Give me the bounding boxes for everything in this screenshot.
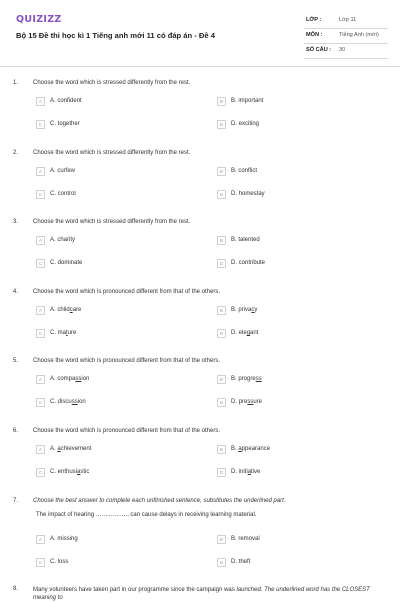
question-number: 4. xyxy=(13,289,19,295)
option-word-start: ma xyxy=(57,330,67,336)
meta-row-class xyxy=(304,14,388,29)
option-text xyxy=(231,98,263,104)
meta-value: Lớp 11 xyxy=(339,17,357,23)
option-underlined-part: t xyxy=(66,330,68,336)
option-text xyxy=(231,191,265,197)
meta-label: LỚP : xyxy=(306,17,322,23)
option-word-start: child xyxy=(57,307,70,313)
meta-value: 30 xyxy=(339,47,346,53)
meta-label: MÔN : xyxy=(306,32,323,38)
option-word-start: curfew xyxy=(57,168,76,174)
option-letter-box: A xyxy=(36,375,45,384)
option-letter-box: A xyxy=(36,306,45,315)
option-text xyxy=(50,376,89,382)
option-text xyxy=(231,376,262,382)
option-text xyxy=(50,98,82,104)
option-word-end: are xyxy=(72,307,82,313)
option-word-end: stic xyxy=(80,469,90,475)
question-prompt: Choose the word which is stressed differently from the rest. xyxy=(33,80,191,86)
option-letter-box: D xyxy=(217,329,226,338)
option-label: B. xyxy=(231,536,237,542)
option-word-end: tive xyxy=(251,469,261,475)
option-text xyxy=(231,559,250,565)
option-label: A. xyxy=(50,98,56,104)
option-text xyxy=(231,307,257,313)
option-letter-box: B xyxy=(217,445,226,454)
option-text xyxy=(231,446,270,452)
option-underlined-part: a xyxy=(238,446,242,452)
question-number: 5. xyxy=(13,358,19,364)
option-word-start: progre xyxy=(238,376,256,382)
option-underlined-part: ss xyxy=(255,376,262,382)
quizizz-logo: QUIZIZZ xyxy=(16,14,62,25)
option-label: D. xyxy=(231,330,237,336)
option-letter-box: A xyxy=(36,236,45,245)
sentence-start: The impact of hearing xyxy=(36,512,95,518)
option-text xyxy=(50,536,78,542)
option-word-start: compa xyxy=(57,376,76,382)
question-prompt: Choose the best answer to complete each unfinished sentence, substitutes the underlined part. xyxy=(33,498,286,504)
option-letter-box: A xyxy=(36,97,45,106)
question-number: 6. xyxy=(13,428,19,434)
option-word-end: ure xyxy=(253,399,263,405)
meta-label: SỐ CÂU : xyxy=(306,47,332,53)
option-label: D. xyxy=(231,121,237,127)
option-label: C. xyxy=(50,260,56,266)
option-word-start: important xyxy=(238,98,264,104)
option-label: A. xyxy=(50,237,56,243)
option-word-start: ele xyxy=(238,330,247,336)
option-label: C. xyxy=(50,559,56,565)
option-letter-box: C xyxy=(36,468,45,477)
option-letter-box: D xyxy=(217,190,226,199)
header-divider xyxy=(0,66,400,67)
option-underlined-part: ss xyxy=(247,399,254,405)
question-number: 2. xyxy=(13,150,19,156)
option-letter-box: C xyxy=(36,558,45,567)
option-label: D. xyxy=(231,469,237,475)
option-text xyxy=(231,237,260,243)
question-prompt: Choose the word which is pronounced different from that of the others. xyxy=(33,289,220,295)
option-underlined-part: ss xyxy=(71,399,78,405)
option-underlined-part: c xyxy=(69,307,73,313)
option-word-end: ppearance xyxy=(241,446,271,452)
option-text xyxy=(231,536,260,542)
option-text xyxy=(231,168,257,174)
option-label: D. xyxy=(231,399,237,405)
option-label: B. xyxy=(231,237,237,243)
question-number: 8. xyxy=(13,586,19,592)
option-word-start: missing xyxy=(57,536,78,542)
option-word-start: discu xyxy=(57,399,72,405)
option-letter-box: C xyxy=(36,120,45,129)
option-word-start: control xyxy=(57,191,76,197)
option-letter-box: C xyxy=(36,259,45,268)
option-label: A. xyxy=(50,168,56,174)
prompt-italic: launched. The underlined word has the CLOSEST meaning to xyxy=(33,587,370,601)
option-text xyxy=(50,399,86,405)
option-label: B. xyxy=(231,168,237,174)
option-letter-box: D xyxy=(217,558,226,567)
meta-row-subject xyxy=(304,29,388,44)
option-label: C. xyxy=(50,469,56,475)
option-text xyxy=(50,260,82,266)
option-word-start: homestay xyxy=(238,191,265,197)
option-letter-box: B xyxy=(217,375,226,384)
option-word-start: initi xyxy=(238,469,248,475)
option-letter-box: B xyxy=(217,236,226,245)
option-word-start: talented xyxy=(238,237,260,243)
question-number: 3. xyxy=(13,219,19,225)
option-text xyxy=(50,307,81,313)
option-text xyxy=(50,168,75,174)
option-letter-box: D xyxy=(217,259,226,268)
option-word-end: chievement xyxy=(60,446,92,452)
prompt-start: Many volunteers have taken part in our programme since the campaign was xyxy=(33,587,237,593)
option-word-start: theft xyxy=(238,559,251,565)
option-underlined-part: a xyxy=(57,446,61,452)
option-label: B. xyxy=(231,98,237,104)
option-text xyxy=(50,237,75,243)
option-letter-box: C xyxy=(36,329,45,338)
option-label: B. xyxy=(231,446,237,452)
option-word-start: confident xyxy=(57,98,82,104)
option-word-start: enthusi xyxy=(57,469,78,475)
option-word-end: ant xyxy=(250,330,259,336)
option-text xyxy=(50,559,68,565)
option-label: C. xyxy=(50,191,56,197)
option-letter-box: A xyxy=(36,167,45,176)
option-label: A. xyxy=(50,307,56,313)
sentence-end: can cause delays in receiving learning material. xyxy=(130,512,257,518)
meta-value: Tiếng Anh (mới) xyxy=(339,32,379,38)
option-letter-box: B xyxy=(217,97,226,106)
option-text xyxy=(231,399,262,405)
option-label: A. xyxy=(50,536,56,542)
option-text xyxy=(231,469,260,475)
question-number: 7. xyxy=(13,498,19,504)
meta-row-count xyxy=(304,44,388,59)
option-word-start: exciting xyxy=(238,121,260,127)
option-letter-box: C xyxy=(36,398,45,407)
option-text xyxy=(231,121,259,127)
option-label: B. xyxy=(231,376,237,382)
worksheet-title: Bộ 15 Đề thi học kì 1 Tiếng anh mới 11 có đáp án - Đề 4 xyxy=(16,31,215,40)
option-text xyxy=(50,191,76,197)
option-letter-box: C xyxy=(36,190,45,199)
option-text xyxy=(50,469,89,475)
option-word-end: ion xyxy=(81,376,90,382)
option-word-end: ion xyxy=(77,399,86,405)
option-label: C. xyxy=(50,330,56,336)
option-label: D. xyxy=(231,559,237,565)
option-text xyxy=(50,330,76,336)
option-word-start: charity xyxy=(57,237,76,243)
option-letter-box: B xyxy=(217,306,226,315)
option-word-start: together xyxy=(57,121,80,127)
question-prompt: Choose the word which is pronounced different from that of the others. xyxy=(33,428,220,434)
option-label: B. xyxy=(231,307,237,313)
question-sentence xyxy=(36,512,256,518)
option-word-end: y xyxy=(254,307,258,313)
option-word-end: ure xyxy=(67,330,77,336)
option-letter-box: A xyxy=(36,535,45,544)
option-letter-box: D xyxy=(217,398,226,407)
option-underlined-part: a xyxy=(247,469,252,475)
option-text xyxy=(50,121,80,127)
option-text xyxy=(231,260,265,266)
option-label: D. xyxy=(231,260,237,266)
option-word-start: pre xyxy=(238,399,248,405)
option-underlined-part: ss xyxy=(75,376,82,382)
option-word-start: dominate xyxy=(57,260,83,266)
option-letter-box: B xyxy=(217,167,226,176)
option-letter-box: A xyxy=(36,445,45,454)
option-text xyxy=(231,330,258,336)
sentence-blank: ……………… xyxy=(95,512,129,518)
option-label: A. xyxy=(50,376,56,382)
option-letter-box: D xyxy=(217,468,226,477)
option-underlined-part: g xyxy=(246,330,251,336)
option-text xyxy=(50,446,91,452)
option-letter-box: B xyxy=(217,535,226,544)
option-letter-box: D xyxy=(217,120,226,129)
question-prompt: Choose the word which is stressed differently from the rest. xyxy=(33,150,191,156)
question-prompt: Choose the word which is pronounced different from that of the others. xyxy=(33,358,220,364)
option-underlined-part: a xyxy=(77,469,81,475)
question-number: 1. xyxy=(13,80,19,86)
question-prompt: Choose the word which is stressed differently from the rest. xyxy=(33,219,191,225)
option-word-start: removal xyxy=(238,536,260,542)
option-label: D. xyxy=(231,191,237,197)
option-label: C. xyxy=(50,399,56,405)
option-label: A. xyxy=(50,446,56,452)
option-underlined-part: c xyxy=(251,307,255,313)
option-word-start: loss xyxy=(57,559,69,565)
option-word-start: contribute xyxy=(238,260,266,266)
option-word-start: priva xyxy=(238,307,252,313)
option-label: C. xyxy=(50,121,56,127)
option-word-start: conflict xyxy=(238,168,258,174)
